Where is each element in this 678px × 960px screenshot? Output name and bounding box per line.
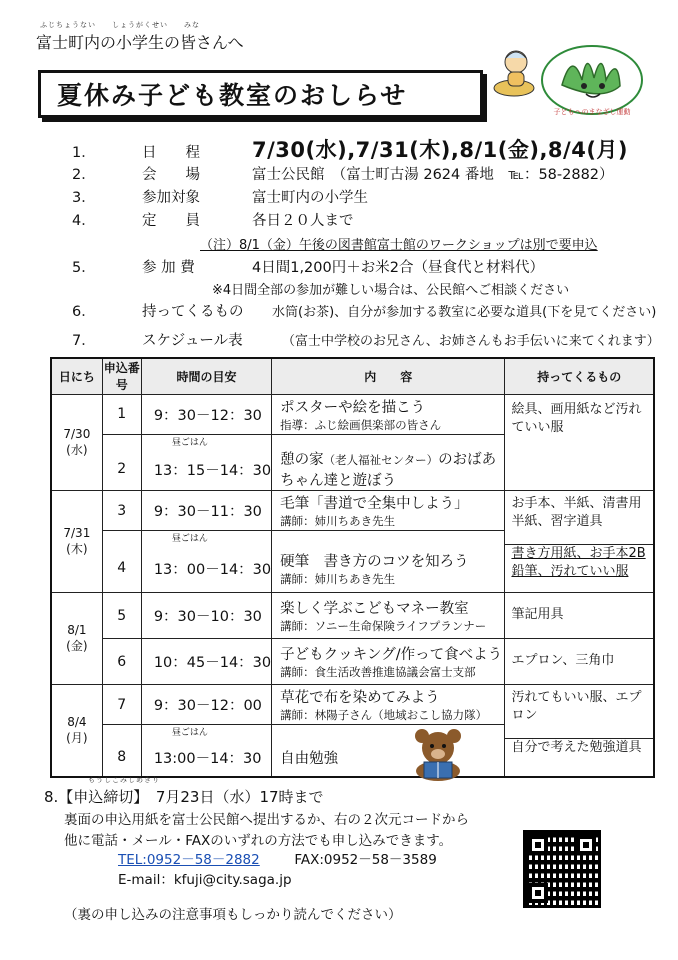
table-row: 4 13：00－14：30 硬筆 書き方のコツを知ろう 講師：姉川ちあき先生 書き方用紙、お手本2B鉛筆、汚れていい服 [51,545,654,593]
table-row: 7/31 (木) 3 9：30－11：30 毛筆「書道で全集中しよう」 講師：姉川ちあき先生 お手本、半紙、清書用半紙、習字道具 [51,491,654,531]
day-cell: 7/31 (木) [51,491,102,593]
tel-link[interactable]: TEL:0952－58－2882 [118,852,260,868]
qr-code[interactable] [523,830,601,908]
info-row-schedule: 7． スケジュール表 （富士中学校のお兄さん、お姉さんもお手伝いに来てくれます） [72,333,660,349]
dates-value: 7/30(水),7/31(木),8/1(金),8/4(月) [252,138,629,162]
lunch-row: 昼ごはん [51,434,654,448]
lunch-row: 昼ごはん [51,531,654,545]
table-row: 8/4 (月) 7 9：30－12：00 草花で布を染めてみよう 講師：林陽子さん（地域おこし協力隊） 汚れてもいい服、エプロン [51,685,654,725]
day-cell: 8/1 (金) [51,593,102,685]
page-title [38,70,483,118]
lunch-row: 昼ごはん [51,725,654,739]
workshop-note: （注）8/1（金）午後の図書館富士館のワークショップは別で要申込 [200,238,598,253]
apply-instructions-1: 裏面の申込用紙を富士公民館へ提出するか、右の２次元コードから [64,812,469,828]
header-bring: 持ってくるもの [505,358,654,394]
header-num: 申込番号 [102,358,141,394]
back-side-note: （裏の申し込みの注意事項もしっかり読んでください） [64,907,402,923]
table-row: 8/1 (金) 5 9：30－10：30 楽しく学ぶこどもマネー教室 講師：ソニー生命保険ライフプランナー 筆記用具 [51,593,654,639]
day-cell: 7/30 (水) [51,394,102,491]
info-row-capacity: 4． 定 員 各日２０人まで [72,213,354,229]
info-row-venue: 2． 会 場 富士公民館 （富士町古湯 2624 番地 ℡：58-2882） [72,167,614,183]
table-row: 7/30 (水) 1 9：30－12：30 ポスターや絵を描こう 指導：ふじ絵画倶楽部の皆さん 絵具、画用紙など汚れていい服 [51,394,654,434]
audience-line: 富士町内の小学生の皆さんへ [36,33,244,52]
schedule-header-row [51,358,654,394]
capacity-value: 各日２０人まで [252,213,354,229]
table-row: 2 13：15－14：30 憩の家（老人福祉センター）のおばあちゃん達と遊ぼう [51,448,654,491]
info-row-eligibility: 3． 参加対象 富士町内の小学生 [72,190,368,206]
day-cell: 8/4 (月) [51,685,102,777]
deadline-line: 8.【申込締切】 7月23日（水）17時まで [44,788,324,806]
header-content: 内 容 [272,358,505,394]
bear-reading-illustration [408,726,468,782]
table-row: 8 13:00－14：30 自由勉強 自分で考えた勉強道具 [51,739,654,777]
venue-value: 富士公民館 （富士町古湯 2624 番地 ℡：58-2882） [252,167,614,183]
fax-number: FAX:0952－58－3589 [294,852,437,868]
contact-line [118,848,437,868]
audience-ruby: ふじちょうない しょうがくせい みな [40,21,200,29]
fee-value: 4日間1,200円＋お米2合（昼食代と材料代） [252,260,544,276]
header-day: 日にち [51,358,102,394]
eligibility-value: 富士町内の小学生 [252,190,368,206]
logo-text: 子どもへのまなざし運動 [553,108,631,116]
info-row-dates: 1． 日 程 7/30(水),7/31(木),8/1(金),8/4(月) [72,138,629,162]
fee-note: ※4日間全部の参加が難しい場合は、公民館へご相談ください [212,283,570,298]
info-row-fee: 5． 参 加 費 4日間1,200円＋お米2合（昼食代と材料代） [72,260,544,276]
email-line[interactable]: E-mail：kfuji@city.saga.jp [118,872,292,888]
header-time: 時間の目安 [141,358,271,394]
mascot-logo-illustration [492,30,652,120]
page-title-text: 夏休み子ども教室のおしらせ [57,81,408,110]
deadline-ruby: もうしこみしめきり [88,776,160,784]
info-row-bring: 6． 持ってくるもの 水筒(お茶)、自分が参加する教室に必要な道具(下を見てください) [72,304,657,320]
table-row: 6 10：45－14：30 子どもクッキング/作って食べよう 講師：食生活改善推進協議会富士支部 エプロン、三角巾 [51,639,654,685]
bring-value: 水筒(お茶)、自分が参加する教室に必要な道具(下を見てください) [272,305,657,320]
apply-instructions-2: 他に電話・メール・FAXのいずれの方法でも申し込みできます。 [64,833,453,849]
schedule-note: （富士中学校のお兄さん、お姉さんもお手伝いに来てくれます） [282,334,660,349]
schedule-table [50,357,655,778]
